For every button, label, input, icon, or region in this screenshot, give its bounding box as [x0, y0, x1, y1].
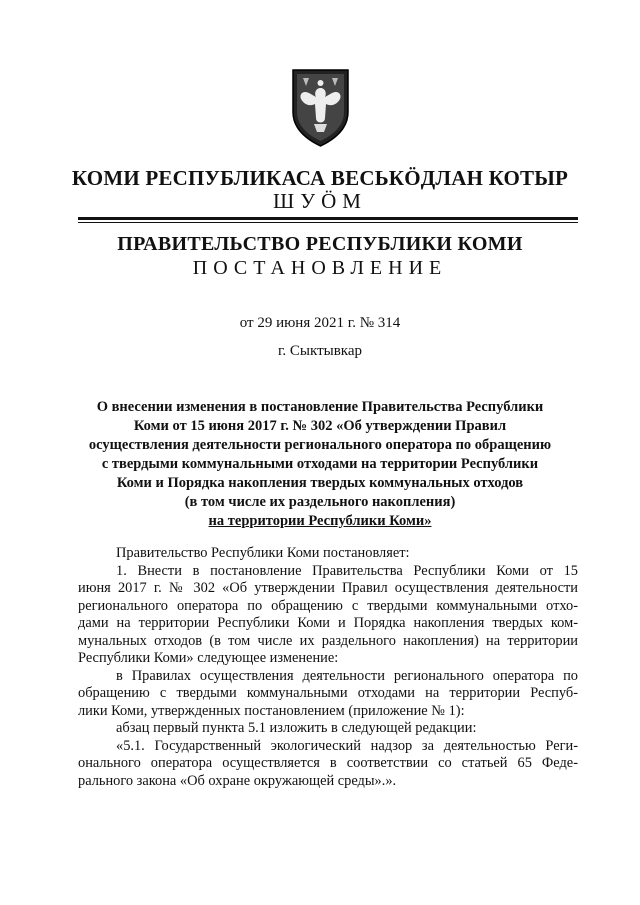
heading-line: на территории Республики Коми»: [208, 513, 432, 529]
heading-line: Коми и Порядка накопления твердых коммунальных отходов: [116, 475, 524, 491]
body-line: «5.1. Государственный экологический надзор за деятельностью Реги-: [116, 737, 578, 754]
heading-line: (в том числе их раздельного накопления): [184, 494, 456, 510]
decree-date-number: от 29 июня 2021 г. № 314: [239, 315, 401, 331]
heading-line: Коми от 15 июня 2017 г. № 302 «Об утверждении Правил: [133, 418, 507, 434]
body-line: 1. Внести в постановление Правительства Республики Коми от 15: [116, 562, 578, 579]
government-title: ПРАВИТЕЛЬСТВО РЕСПУБЛИКИ КОМИ: [117, 233, 523, 255]
body-line: июня 2017 г. № 302 «Об утверждении Правил осуществления деятельности: [78, 580, 578, 596]
body-line: Республики Коми» следующее изменение:: [78, 650, 339, 666]
body-line: регионального оператора по обращению с твердыми коммунальными отхо-: [78, 597, 578, 614]
heading-line: с твердыми коммунальными отходами на территории Республики: [101, 456, 539, 472]
header-divider-thick: [78, 217, 578, 220]
komi-coat-of-arms-icon: [289, 66, 352, 148]
body-line: Правительство Республики Коми постановляет:: [116, 545, 410, 561]
heading-line: осуществления деятельности регионального оператора по обращению: [88, 437, 552, 453]
decree-city: г. Сыктывкар: [277, 343, 363, 359]
body-line: рального закона «Об охране окружающей среды».».: [78, 772, 397, 789]
body-line: абзац первый пункта 5.1 изложить в следующей редакции:: [116, 720, 477, 736]
komi-government-title: КОМИ РЕСПУБЛИКАСА ВЕСЬКӦДЛАН КОТЫР: [71, 166, 569, 190]
komi-decree-label: ШУӦМ: [273, 189, 367, 213]
body-line: мунальных отходов (в том числе их раздельного накопления) на территории: [78, 632, 578, 649]
heading-line: О внесении изменения в постановление Правительства Республики: [96, 399, 544, 415]
body-line: лики Коми, утвержденных постановлением (приложение № 1):: [78, 702, 465, 719]
decree-label: ПОСТАНОВЛЕНИЕ: [192, 257, 448, 279]
decree-heading: [0, 398, 640, 531]
decree-body: [78, 545, 578, 790]
body-line: онального оператора осуществляется в соответствии со статьей 65 Феде-: [78, 755, 578, 771]
body-line: в Правилах осуществления деятельности регионального оператора по: [116, 667, 578, 684]
header-divider-thin: [78, 222, 578, 223]
body-line: дами на территории Республики Коми и Порядка накопления твердых ком-: [78, 615, 578, 631]
body-line: обращению с твердыми коммунальными отходами на территории Респуб-: [78, 685, 578, 701]
